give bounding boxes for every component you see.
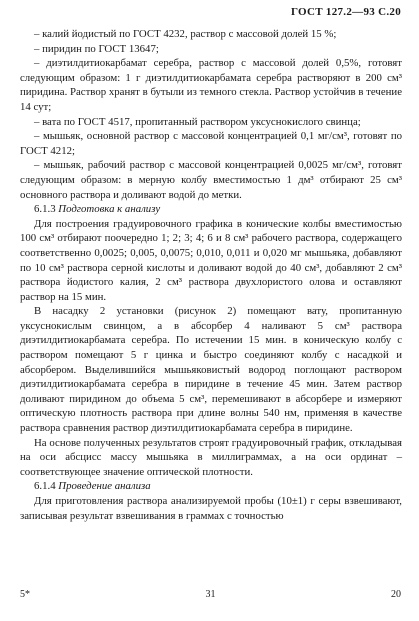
page-content [20, 27, 402, 523]
list-item: – вата по ГОСТ 4517, пропитанный раствором уксуснокислого свинца; [34, 115, 361, 128]
list-item: – мышьяк, рабочий раствор с массовой концентрацией 0,0025 мг/см³, готовят следующим образом: в мерную колбу вместимостью 1 дм³ отбирают 25 см³ основного раствора и доливают водой до метки. [20, 159, 402, 201]
footer-signature-mark: 5* [20, 589, 30, 600]
section-heading [20, 202, 402, 217]
page-header: ГОСТ 127.2—93 С.20 [290, 6, 401, 18]
paragraph: Для построения градуировочного графика в конические колбы вместимостью 100 см³ отбирают поочередно 1; 2; 3; 4; 6 и 8 см³ рабочего раствора, содержащего соответственно 0,0025; 0,005, 0,0075; 0,010, 0,011 и 0,020 мг мышьяка, добавляют по 10 см³ раствора серной кислоты и доливают водой до 40 см³, добавляют 2 см³ раствора йодистого калия, 2 см³ раствора двухлористого олова и оставляют раствор на 15 мин. [20, 217, 402, 303]
page-number: 20 [391, 589, 401, 600]
list-item: – мышьяк, основной раствор с массовой концентрацией 0,1 мг/см³, готовят по ГОСТ 4212; [20, 130, 402, 157]
list-item: – диэтилдитиокарбамат серебра, раствор с массовой долей 0,5%, готовят следующим образом: 1 г диэтилдитиокарбамата серебра растворяют в 200 см³ пиридина. Раствор хранят в бутыли из темного стекла. Раствор устойчив в течение 14 сут; [20, 57, 402, 113]
paragraph: На основе полученных результатов строят градуировочный график, откладывая на оси абсцисс массу мышьяка в миллиграммах, а на оси ординат – соответствующее значение оптической плотности. [20, 436, 402, 478]
section-title: Проведение анализа [58, 480, 151, 493]
section-title: Подготовка к анализу [58, 203, 161, 216]
page-footer [20, 589, 401, 603]
section-number: 6.1.4 [34, 480, 56, 493]
section-number: 6.1.3 [34, 203, 56, 216]
paragraph: Для приготовления раствора анализируемой пробы (10±1) г серы взвешивают, записывая результат взвешивания в граммах с точностью [20, 495, 402, 522]
section-heading [20, 479, 402, 494]
list-item: – пиридин по ГОСТ 13647; [34, 42, 159, 55]
paragraph: В насадку 2 установки (рисунок 2) помещают вату, пропитанную уксуснокислым свинцом, а в абсорбер 4 наливают 5 см³ раствора диэтилдитиокарбамата серебра. По истечении 15 мин. в коническую колбу с раствором помещают 5 г цинка и быстро соединяют колбу с насадкой и абсорбером. Выделившийся мышьяковистый водород поглощают раствором диэтилдитиокарбамата серебра в пиридине в течение 45 мин. Затем раствор доливают пиридином до объема 5 см³, перемешивают в абсорбере и измеряют оптическую плотность раствора при длине волны 540 нм, применяя в качестве раствора сравнения раствор диэтилдитиокарбамата серебра в пиридине. [20, 305, 402, 435]
footer-sheet-number: 31 [205, 589, 216, 600]
list-item: – калий йодистый по ГОСТ 4232, раствор с массовой долей 15 %; [34, 28, 337, 40]
